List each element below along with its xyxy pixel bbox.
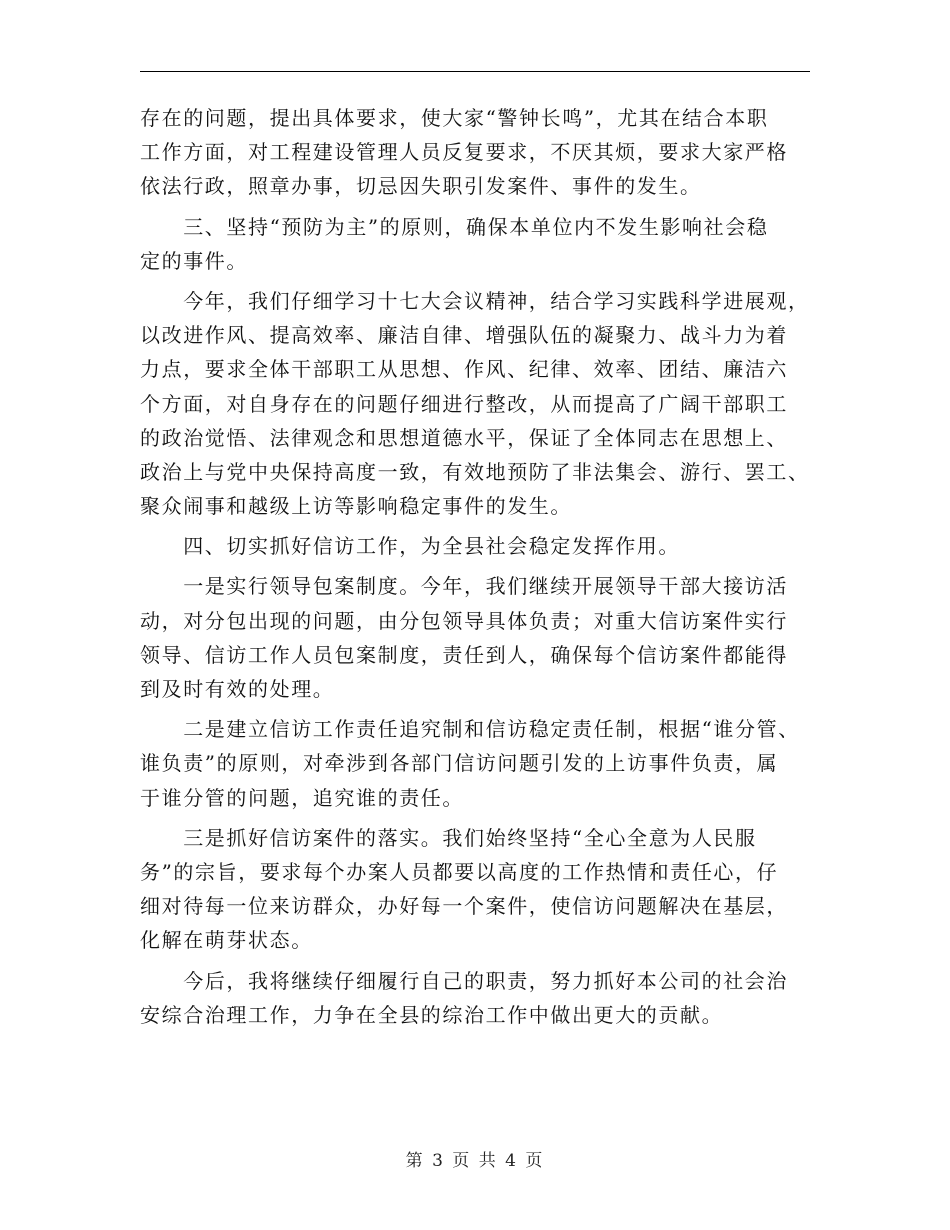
text-line: 以改进作风、提高效率、廉洁自律、增强队伍的凝聚力、战斗力为着 <box>140 323 788 348</box>
text-line: 政治上与党中央保持高度一致，有效地预防了非法集会、游行、罢工、 <box>140 459 810 484</box>
text-line: 今后，我将继续仔细履行自己的职责，努力抓好本公司的社会治 <box>140 968 788 993</box>
text-line: 的政治觉悟、法律观念和思想道德水平，保证了全体同志在思想上、 <box>140 425 788 450</box>
text-line: 化解在萌芽状态。 <box>140 928 313 953</box>
document-body <box>140 101 815 1032</box>
header-rule <box>140 71 810 72</box>
text-line: 个方面，对自身存在的问题仔细进行整改，从而提高了广阔干部职工 <box>140 391 788 416</box>
text-line: 务”的宗旨，要求每个办案人员都要以高度的工作热情和责任心，仔 <box>140 859 779 884</box>
text-line: 到及时有效的处理。 <box>140 677 335 701</box>
text-line: 今年，我们仔细学习十七大会议精神，结合学习实践科学进展观， <box>140 288 810 313</box>
text-line: 谁负责”的原则，对牵涉到各部门信访问题引发的上访事件负责，属 <box>140 751 779 776</box>
text-line: 领导、信访工作人员包案制度，责任到人，确保每个信访案件都能得 <box>140 642 788 667</box>
text-line: 聚众闹事和越级上访等影响稳定事件的发生。 <box>140 494 572 519</box>
text-line: 依法行政，照章办事，切忌因失职引发案件、事件的发生。 <box>140 174 702 199</box>
text-line: 存在的问题，提出具体要求，使大家“警钟长鸣”，尤其在结合本职 <box>140 106 769 130</box>
text-line: 工作方面，对工程建设管理人员反复要求，不厌其烦，要求大家严格 <box>140 140 788 165</box>
text-line: 三是抓好信访案件的落实。我们始终坚持“全心全意为人民服 <box>140 825 757 850</box>
page-number: 第 3 页 共 4 页 <box>405 1151 545 1171</box>
text-line: 一是实行领导包案制度。今年，我们继续开展领导干部大接访活 <box>140 574 788 599</box>
text-line: 三、坚持“预防为主”的原则，确保本单位内不发生影响社会稳 <box>140 214 769 239</box>
text-line: 细对待每一位来访群众，办好每一个案件，使信访问题解决在基层， <box>140 894 788 919</box>
text-line: 力点，要求全体干部职工从思想、作风、纪律、效率、团结、廉洁六 <box>140 357 788 382</box>
text-line: 定的事件。 <box>140 248 248 273</box>
text-line: 安综合治理工作，力争在全县的综治工作中做出更大的贡献。 <box>140 1002 724 1027</box>
text-line: 二是建立信访工作责任追究制和信访稳定责任制，根据“谁分管、 <box>140 717 800 742</box>
text-line: 四、切实抓好信访工作，为全县社会稳定发挥作用。 <box>140 534 680 559</box>
text-line: 动，对分包出现的问题，由分包领导具体负责；对重大信访案件实行 <box>140 608 788 633</box>
text-line: 于谁分管的问题，追究谁的责任。 <box>140 785 464 810</box>
